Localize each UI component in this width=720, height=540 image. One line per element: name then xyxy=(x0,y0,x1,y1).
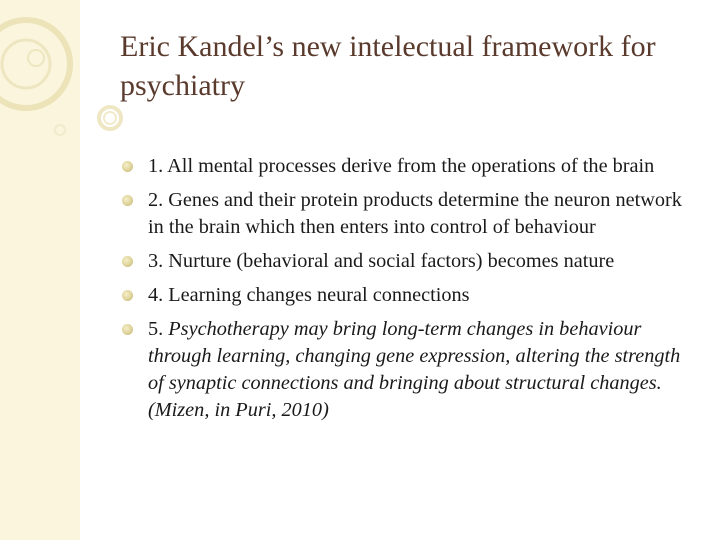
bullet-dot-icon xyxy=(122,256,133,267)
bullet-text-3: 3. Nurture (behavioral and social factors) becomes nature xyxy=(148,250,615,272)
bullet-text-5: Psychotherapy may bring long-term changes in behaviour through learning, changing gene expression, altering the strength of synaptic connections and bringing about structural changes. (Mizen, in Puri, 2010) xyxy=(148,318,681,421)
bullet-dot-icon xyxy=(122,324,133,335)
bullet-text-1: 1. All mental processes derive from the operations of the brain xyxy=(148,155,655,177)
bullet-item-1 xyxy=(122,153,692,180)
slide-title: Eric Kandel’s new intelectual framework for psychiatry xyxy=(120,30,656,102)
bullet-prefix-5: 5. xyxy=(148,318,169,340)
bullet-item-5 xyxy=(122,316,692,424)
bullet-list xyxy=(122,153,692,431)
bullet-dot-icon xyxy=(122,290,133,301)
bullet-item-4 xyxy=(122,282,692,309)
bullet-dot-icon xyxy=(122,161,133,172)
bullet-dot-icon xyxy=(122,195,133,206)
bullet-item-2 xyxy=(122,187,692,241)
bullet-text-4: 4. Learning changes neural connections xyxy=(148,284,470,306)
bullet-text-2: 2. Genes and their protein products determine the neuron network in the brain which then enters into control of behaviour xyxy=(148,189,682,238)
bullet-item-3 xyxy=(122,248,692,275)
